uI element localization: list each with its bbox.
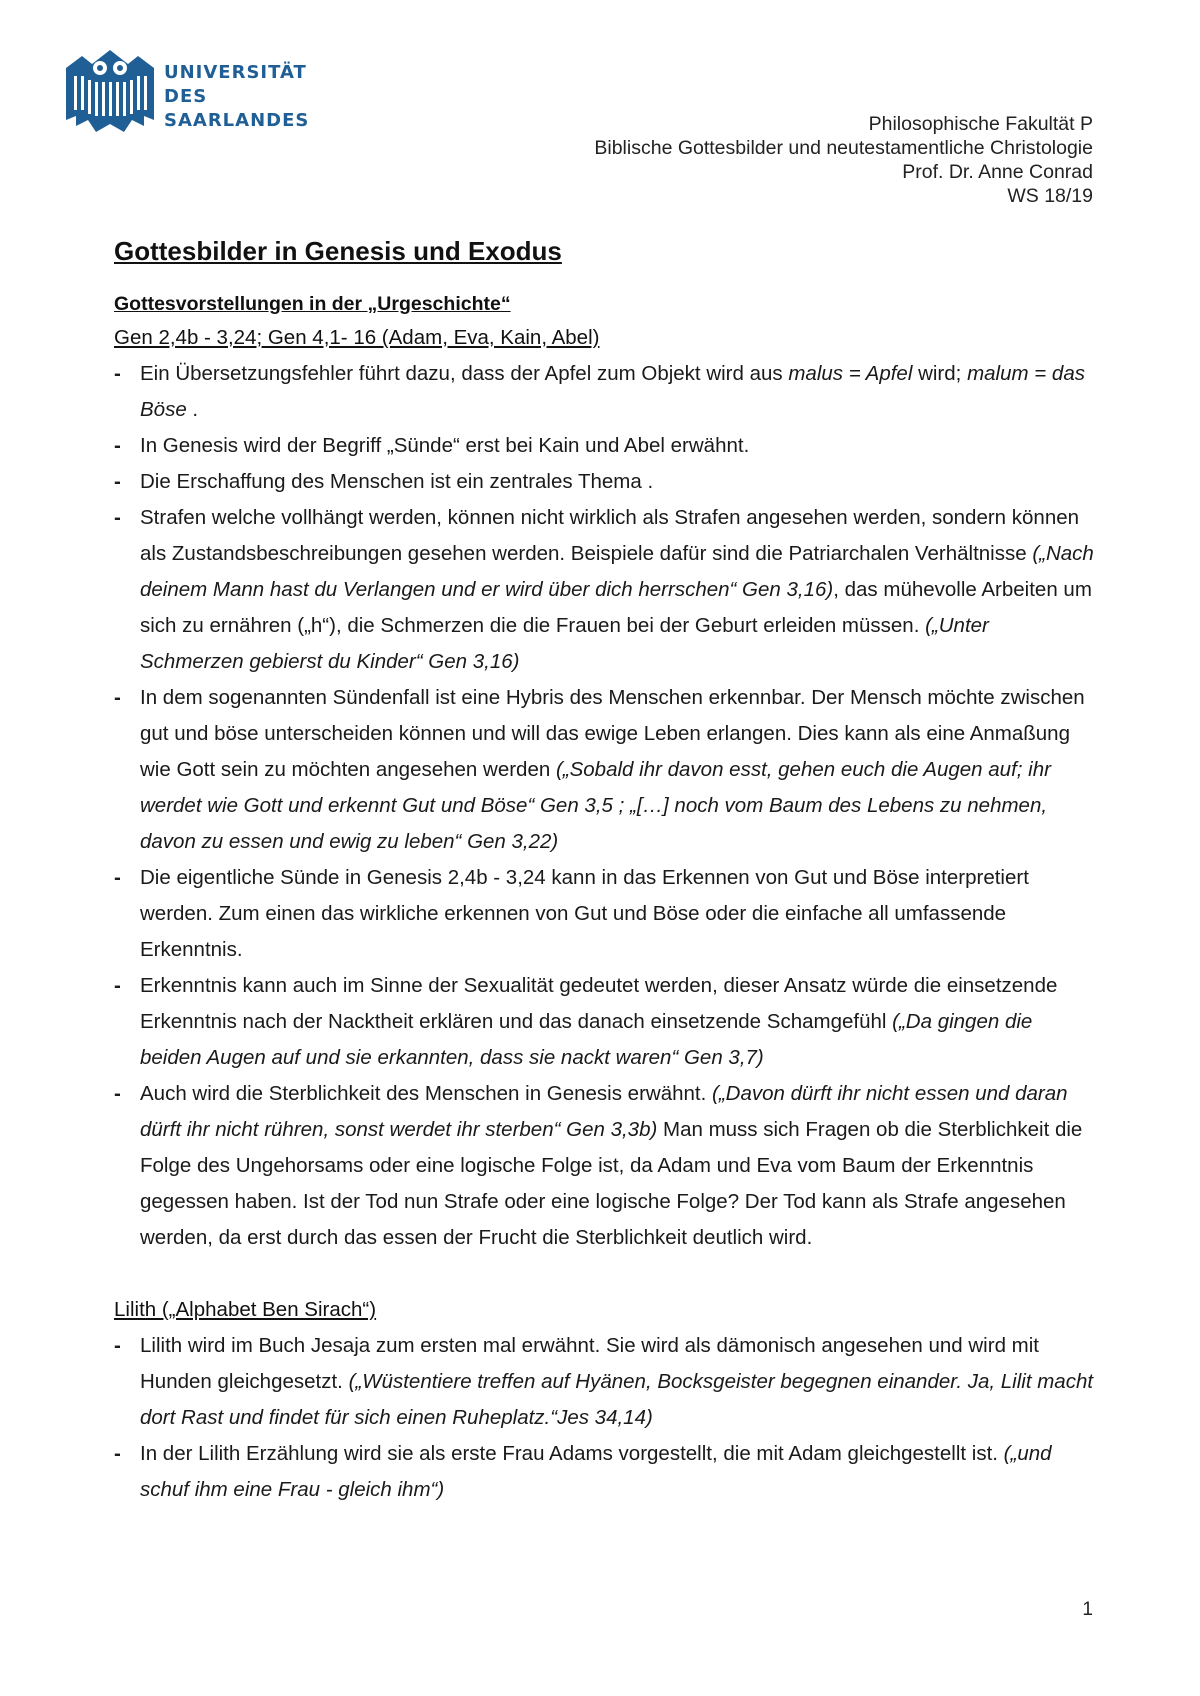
bullet-quote: („Unter Schmerzen gebierst du Kinder“ Gen 3,16)	[140, 614, 989, 673]
page-number: 1	[1082, 1599, 1093, 1620]
list-item	[114, 428, 1094, 464]
bullet-dash: -	[114, 434, 121, 457]
bullet-quote: („Da gingen die beiden Augen auf und sie erkannten, dass sie nackt waren“ Gen 3,7)	[140, 1010, 1033, 1069]
bullet-quote: („Davon dürft ihr nicht essen und daran dürft ihr nicht rühren, sonst werdet ihr sterben“ Gen 3,3b)	[140, 1082, 1068, 1141]
document-body	[114, 234, 1094, 1508]
bullet-dash: -	[114, 1334, 121, 1357]
list-item	[114, 968, 1094, 1076]
document-header	[594, 112, 1093, 208]
bullet-text: Die Erschaffung des Menschen ist ein zentrales Thema .	[140, 470, 654, 493]
list-item	[114, 500, 1094, 680]
logo-line-3: SAARLANDES	[164, 110, 310, 131]
bullet-text: In dem sogenannten Sündenfall ist eine Hybris des Menschen erkennbar. Der Mensch möchte zwischen gut und böse unterscheiden können und will das ewige Leben erlangen. Dies kann als eine Anmaßung wie Gott sein zu möchten angesehen werden	[140, 686, 1085, 781]
university-name	[164, 61, 309, 133]
list-item	[114, 1436, 1094, 1508]
bullet-text: Ein Übersetzungsfehler führt dazu, dass der Apfel zum Objekt wird aus	[140, 362, 789, 385]
bullet-quote: malum = das Böse	[140, 362, 1085, 421]
bullet-text: In der Lilith Erzählung wird sie als erste Frau Adams vorgestellt, die mit Adam gleichgestellt ist.	[140, 1442, 1004, 1465]
logo-line-1: UNIVERSITÄT	[164, 62, 307, 83]
document-title: Gottesbilder in Genesis und Exodus	[114, 236, 562, 266]
header-semester: WS 18/19	[1007, 185, 1093, 207]
university-logo	[62, 46, 310, 146]
bullet-text: Strafen welche vollhängt werden, können nicht wirklich als Strafen angesehen werden, sondern können als Zustandsbeschreibungen gesehen werden. Beispiele dafür sind die Patriarchalen Verhältnisse	[140, 506, 1080, 565]
bullet-list-lilith	[114, 1328, 1094, 1508]
bullet-dash: -	[114, 974, 121, 997]
bullet-dash: -	[114, 1082, 121, 1105]
section-heading-genesis: Gen 2,4b - 3,24; Gen 4,1- 16 (Adam, Eva, Kain, Abel)	[114, 326, 600, 349]
bullet-quote: („und schuf ihm eine Frau - gleich ihm“)	[140, 1442, 1052, 1501]
logo-line-2: DES	[164, 86, 208, 107]
header-faculty: Philosophische Fakultät P	[868, 113, 1093, 135]
bullet-dash: -	[114, 866, 121, 889]
section-subtitle: Gottesvorstellungen in der „Urgeschichte“	[114, 293, 511, 315]
bullet-text: In Genesis wird der Begriff „Sünde“ erst bei Kain und Abel erwähnt.	[140, 434, 750, 457]
bullet-list-genesis	[114, 356, 1094, 1256]
bullet-dash: -	[114, 686, 121, 709]
bullet-quote: („Nach deinem Mann hast du Verlangen und er wird über dich herrschen“ Gen 3,16)	[140, 542, 1094, 601]
bullet-quote: („Wüstentiere treffen auf Hyänen, Bocksgeister begegnen einander. Ja, Lilit macht dort Rast und findet für sich einen Ruheplatz.“Jes 34,14)	[140, 1370, 1094, 1429]
list-item	[114, 680, 1094, 860]
bullet-text: wird;	[912, 362, 968, 385]
bullet-text: , das mühevolle Arbeiten um sich zu ernähren („h“), die Schmerzen die die Frauen bei der Geburt erleiden müssen.	[140, 578, 1092, 637]
bullet-text: .	[186, 398, 199, 421]
header-professor: Prof. Dr. Anne Conrad	[902, 161, 1093, 183]
bullet-text: Man muss sich Fragen ob die Sterblichkeit die Folge des Ungehorsams oder eine logische Folge ist, da Adam und Eva vom Baum der Erkenntnis gegessen haben. Ist der Tod nun Strafe oder eine logische Folge? Der Tod kann als Strafe angesehen werden, da erst durch das essen der Frucht die Sterblichkeit deutlich wird.	[140, 1118, 1083, 1249]
university-owl-icon	[62, 46, 158, 134]
bullet-text: Die eigentliche Sünde in Genesis 2,4b - 3,24 kann in das Erkennen von Gut und Böse interpretiert werden. Zum einen das wirkliche erkennen von Gut und Böse oder die einfache all umfassende Erkenntnis.	[140, 866, 1029, 961]
bullet-dash: -	[114, 362, 121, 385]
bullet-dash: -	[114, 1442, 121, 1465]
bullet-quote: („Sobald ihr davon esst, gehen euch die Augen auf; ihr werdet wie Gott und erkennt Gut und Böse“ Gen 3,5 ; „[…] noch vom Baum des Lebens zu nehmen, davon zu essen und ewig zu leben“ Gen 3,22)	[140, 758, 1051, 853]
list-item	[114, 464, 1094, 500]
bullet-text: Auch wird die Sterblichkeit des Menschen in Genesis erwähnt.	[140, 1082, 713, 1105]
header-course: Biblische Gottesbilder und neutestamentliche Christologie	[594, 137, 1093, 159]
bullet-quote: malus = Apfel	[788, 362, 913, 385]
bullet-dash: -	[114, 506, 121, 529]
bullet-dash: -	[114, 470, 121, 493]
list-item	[114, 860, 1094, 968]
bullet-text: Lilith wird im Buch Jesaja zum ersten mal erwähnt. Sie wird als dämonisch angesehen und wird mit Hunden gleichgesetzt.	[140, 1334, 1039, 1393]
list-item	[114, 1328, 1094, 1436]
list-item	[114, 1076, 1094, 1256]
section-heading-lilith: Lilith („Alphabet Ben Sirach“)	[114, 1298, 377, 1321]
bullet-text: Erkenntnis kann auch im Sinne der Sexualität gedeutet werden, dieser Ansatz würde die einsetzende Erkenntnis nach der Nacktheit erklären und das danach einsetzende Schamgefühl	[140, 974, 1058, 1033]
list-item	[114, 356, 1094, 428]
